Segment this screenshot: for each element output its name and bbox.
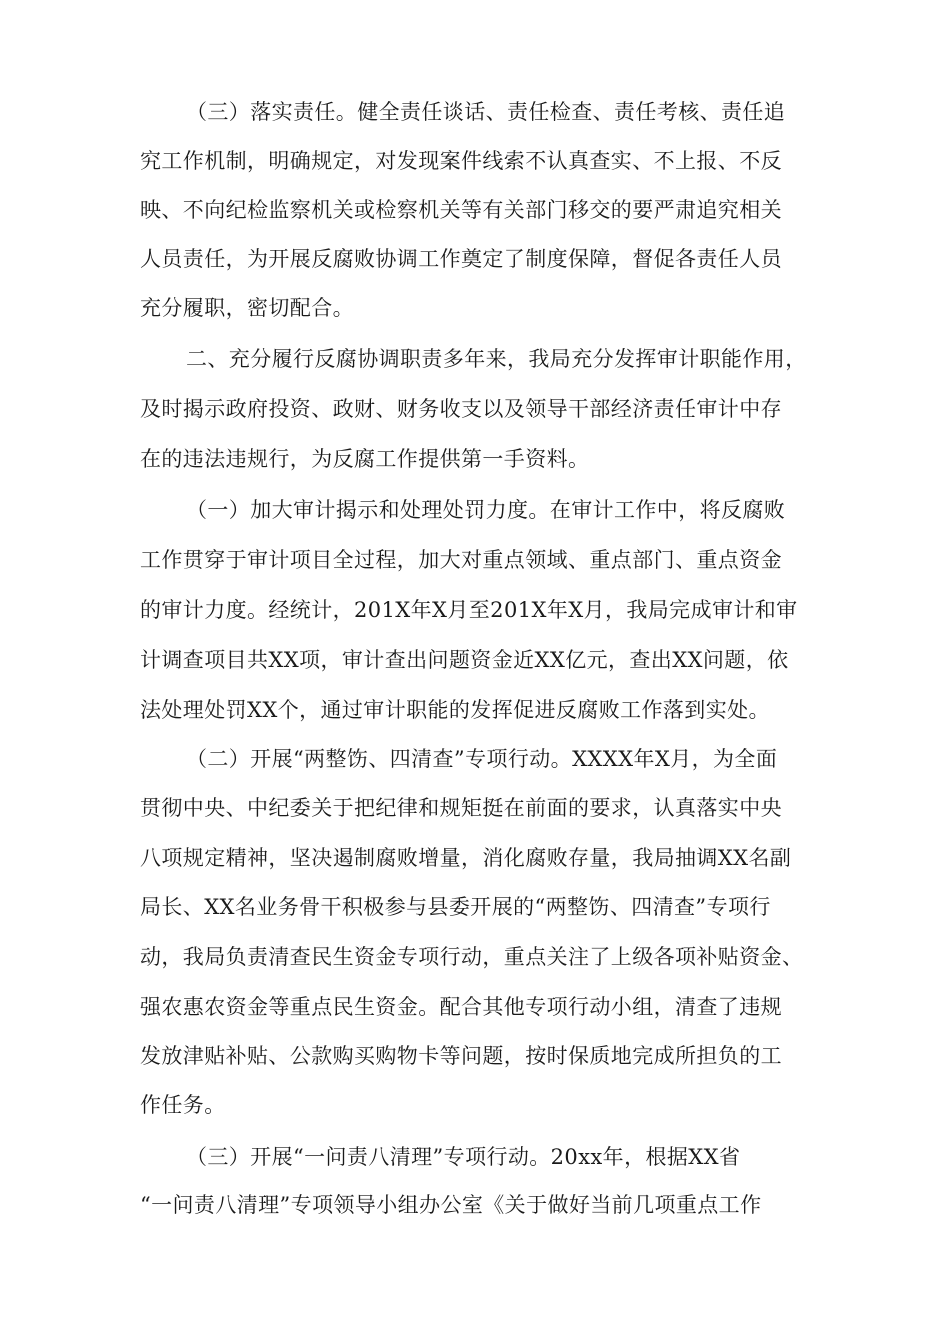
paragraph-line: 充分履职，密切配合。	[140, 296, 354, 320]
paragraph-line: 及时揭示政府投资、政财、财务收支以及领导干部经济责任审计中存	[140, 397, 782, 421]
paragraph-line: 究工作机制，明确规定，对发现案件线索不认真查实、不上报、不反	[140, 149, 782, 173]
paragraph-line: 人员责任，为开展反腐败协调工作奠定了制度保障，督促各责任人员	[140, 247, 782, 271]
paragraph-line: 强农惠农资金等重点民生资金。配合其他专项行动小组，清查了违规	[140, 995, 782, 1019]
paragraph-line: 在的违法违规行，为反腐工作提供第一手资料。	[140, 447, 590, 471]
paragraph-line: 法处理处罚XX个，通过审计职能的发挥促进反腐败工作落到实处。	[140, 698, 770, 722]
paragraph-line: 局长、XX名业务骨干积极参与县委开展的“两整饬、四清查”专项行	[140, 895, 771, 919]
paragraph-line: （三）开展“一问责八清理”专项行动。20xx年，根据XX省	[186, 1145, 741, 1169]
paragraph-line: 发放津贴补贴、公款购买购物卡等问题，按时保质地完成所担负的工	[140, 1044, 782, 1068]
paragraph-line: 八项规定精神，坚决遏制腐败增量，消化腐败存量，我局抽调XX名副	[140, 846, 792, 870]
paragraph-line: 工作贯穿于审计项目全过程，加大对重点领域、重点部门、重点资金	[140, 548, 782, 572]
paragraph-line: 作任务。	[140, 1093, 226, 1117]
paragraph-line: （三）落实责任。健全责任谈话、责任检查、责任考核、责任追	[186, 100, 786, 124]
paragraph-line: “一问责八清理”专项领导小组办公室《关于做好当前几项重点工作	[140, 1193, 762, 1217]
paragraph-line: 动，我局负责清查民生资金专项行动，重点关注了上级各项补贴资金、	[140, 945, 804, 969]
paragraph-line: 计调查项目共XX项，审计查出问题资金近XX亿元，查出XX问题，依	[140, 648, 789, 672]
paragraph-line: 的审计力度。经统计，201X年X月至201X年X月，我局完成审计和审	[140, 598, 798, 622]
paragraph-line: （一）加大审计揭示和处理处罚力度。在审计工作中，将反腐败	[186, 498, 786, 522]
paragraph-line: 映、不向纪检监察机关或检察机关等有关部门移交的要严肃追究相关	[140, 198, 782, 222]
paragraph-line: 二、充分履行反腐协调职责多年来，我局充分发挥审计职能作用，	[186, 347, 807, 371]
paragraph-line: 贯彻中央、中纪委关于把纪律和规矩挺在前面的要求，认真落实中央	[140, 796, 782, 820]
paragraph-line: （二）开展“两整饬、四清查”专项行动。XXXX年X月，为全面	[186, 747, 778, 771]
